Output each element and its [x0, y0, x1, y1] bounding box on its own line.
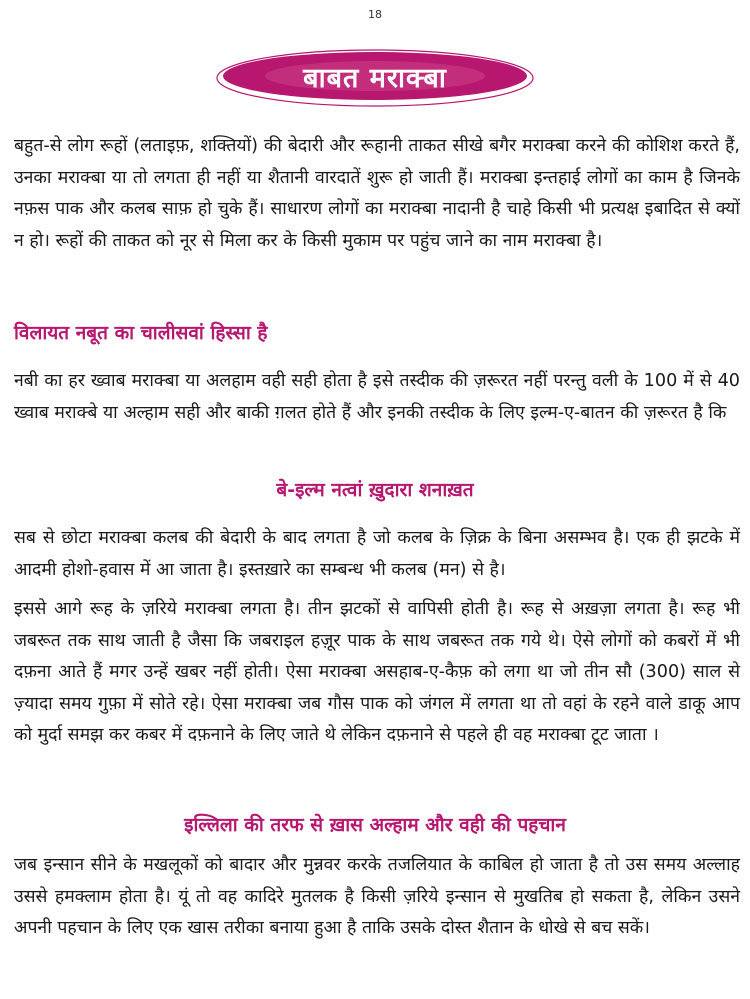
paragraph-be-ilm-1: सब से छोटा मराक्बा कलब की बेदारी के बाद लगता है जो कलब के ज़िक्र के बिना असम्भव है। एक ही झटके में आदमी होशो-हवास में आ जाता है। इस्तख़ारे का सम्बन्ध भी कलब (मन) से है। — [14, 528, 740, 580]
page-number: 18 — [368, 8, 382, 21]
paragraph-intro: बहुत-से लोग रूहों (लताइफ़, शक्तियों) की बेदारी और रूहानी ताकत सीखे बगैर मराक्बा करने की कोशिश करते हैं, उनका मराक्बा या तो लगता ही नहीं या शैतानी वारदातें शुरू हो जाती हैं। मराक्बा इन्तहाई लोगों का काम है जिनके नफ़स पाक और कलब साफ़ हो चुके हैं। साधारण लोगों का मराक्बा नादानी है चाहे किसी भी प्रत्यक्ष इबादित से क्यों न हो। रूहों की ताकत को नूर से मिला कर के किसी मुकाम पर पहुंच जाने का नाम मराक्बा है। — [14, 136, 740, 251]
paragraph-vilayat: नबी का हर ख्वाब मराक्बा या अलहाम वही सही होता है इसे तस्दीक की ज़रूरत नहीं परन्तु वली के 100 में से 40 ख्वाब मराक्बे या अल्हाम सही और बाकी ग़लत होते हैं और इनकी तस्दीक के लिए इल्म-ए-बातन की ज़रूरत है कि — [14, 371, 740, 423]
heading-illila: इल्लिला की तरफ से ख़ास अल्हाम और वही की पहचान — [184, 814, 566, 836]
title-banner — [0, 36, 750, 118]
heading-vilayat: विलायत नबूत का चालीसवां हिस्सा है — [14, 322, 268, 344]
paragraph-be-ilm-2: इससे आगे रूह के ज़रिये मराक्बा लगता है। तीन झटकों से वापिसी होती है। रूह से अख़ज़ा लगता है। रूह भी जबरूत तक साथ जाती है जैसा कि जबराइल हज़ूर पाक के साथ जबरूत तक गये थे। ऐसे लोगों को कबरों में भी दफ़ना आते हैं मगर उन्हें खबर नहीं होती। ऐसा मराक्बा असहाब-ए-कैफ़ को लगा था जो तीन सौ (300) साल से ज़्यादा समय गुफ़ा में सोते रहे। ऐसा मराक्बा जब गौस पाक को जंगल में लगता था तो वहां के रहने वाले डाकू आप को मुर्दा समझ कर कबर में दफ़नाने के लिए जाते थे लेकिन दफ़नाने से पहले ही वह मराक्बा टूट जाता । — [14, 599, 740, 745]
paragraph-illila: जब इन्सान सीने के मखलूकों को बादार और मुन्नवर करके तजलियात के काबिल हो जाता है तो उस समय अल्लाह उससे हमक्लाम होता है। यूं तो वह कादिरे मुतलक है किसी ज़रिये इन्सान से मुखतिब हो सकता है, लेकिन उसने अपनी पहचान के लिए एक खास तरीका बनाया हुआ है ताकि उसके दोस्त शैतान के धोखे से बच सकें। — [14, 855, 740, 938]
page-title: बाबत मराक्बा — [303, 63, 447, 94]
heading-be-ilm: बे-इल्म नत्वां ख़ुदारा शनाख़त — [276, 479, 474, 501]
